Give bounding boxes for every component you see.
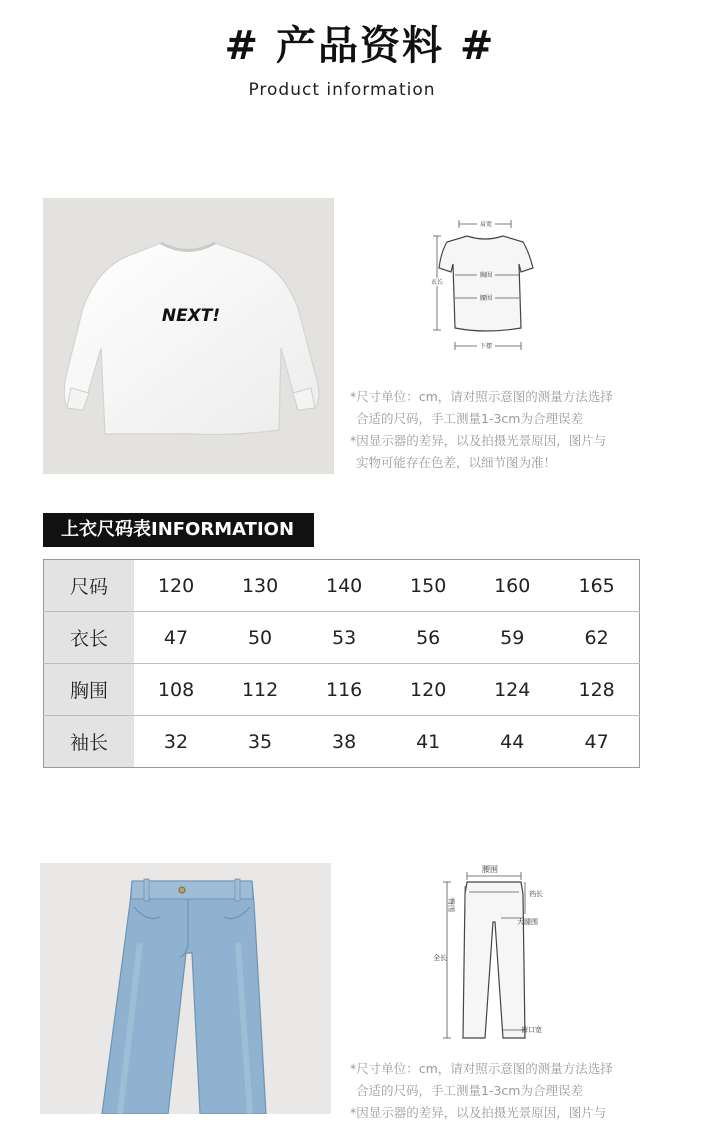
row-label: 胸围 bbox=[44, 664, 135, 716]
diagram-length-label: 衣长 bbox=[430, 279, 444, 286]
diagram-hem-label: 裤口宽 bbox=[521, 1026, 542, 1034]
table-cell: 160 bbox=[470, 560, 554, 612]
pants-size-notes bbox=[350, 1058, 613, 1124]
jeans-image bbox=[40, 863, 331, 1114]
diagram-shoulder-label: 肩宽 bbox=[479, 221, 493, 228]
top-product-photo bbox=[43, 198, 334, 474]
note-line: *尺寸单位：cm，请对照示意图的测量方法选择 bbox=[350, 389, 613, 404]
diagram-hip-label: 臀围 bbox=[447, 898, 455, 912]
table-cell: 59 bbox=[470, 612, 554, 664]
table-cell: 108 bbox=[134, 664, 218, 716]
top-size-diagram bbox=[425, 212, 545, 357]
table-cell: 140 bbox=[302, 560, 386, 612]
table-row bbox=[44, 560, 640, 612]
table-cell: 44 bbox=[470, 716, 554, 768]
diagram-chest-label: 胸围 bbox=[479, 272, 493, 279]
table-cell: 62 bbox=[554, 612, 639, 664]
table-cell: 56 bbox=[386, 612, 470, 664]
diagram-hem-label: 下摆 bbox=[479, 343, 493, 350]
table-row bbox=[44, 612, 640, 664]
pants-product-photo bbox=[40, 863, 331, 1114]
table-cell: 165 bbox=[554, 560, 639, 612]
row-label: 袖长 bbox=[44, 716, 135, 768]
diagram-waist-label: 腰围 bbox=[479, 295, 493, 302]
table-cell: 120 bbox=[386, 664, 470, 716]
diagram-thigh-label: 大腿围 bbox=[517, 918, 538, 926]
diagram-waist-label: 腰围 bbox=[482, 865, 498, 874]
sweatshirt-image bbox=[43, 198, 334, 474]
table-cell: 150 bbox=[386, 560, 470, 612]
page-subtitle: Product information bbox=[248, 80, 436, 100]
note-line: 合适的尺码，手工测量1-3cm为合理误差 bbox=[356, 1083, 583, 1098]
table-cell: 47 bbox=[554, 716, 639, 768]
note-line: 实物可能存在色差，以细节图为准！ bbox=[356, 455, 557, 470]
shirt-print-text: NEXT! bbox=[161, 306, 221, 326]
note-line: 合适的尺码，手工测量1-3cm为合理误差 bbox=[356, 411, 583, 426]
table-cell: 124 bbox=[470, 664, 554, 716]
table-cell: 130 bbox=[218, 560, 302, 612]
table-cell: 50 bbox=[218, 612, 302, 664]
table-cell: 38 bbox=[302, 716, 386, 768]
top-size-notes bbox=[350, 386, 613, 474]
table-cell: 128 bbox=[554, 664, 639, 716]
table-cell: 32 bbox=[134, 716, 218, 768]
table-cell: 116 bbox=[302, 664, 386, 716]
diagram-rise-label: 裆长 bbox=[529, 890, 543, 898]
table-row bbox=[44, 664, 640, 716]
table-cell: 47 bbox=[134, 612, 218, 664]
note-line: *因显示器的差异，以及拍摄光景原因，图片与 bbox=[350, 1105, 607, 1120]
size-chart-table bbox=[43, 559, 640, 768]
page-title: # 产品资料 # bbox=[224, 23, 496, 69]
table-row bbox=[44, 716, 640, 768]
row-label: 衣长 bbox=[44, 612, 135, 664]
table-cell: 35 bbox=[218, 716, 302, 768]
table-cell: 53 bbox=[302, 612, 386, 664]
note-line: *尺寸单位：cm，请对照示意图的测量方法选择 bbox=[350, 1061, 613, 1076]
table-cell: 120 bbox=[134, 560, 218, 612]
table-cell: 112 bbox=[218, 664, 302, 716]
table-cell: 41 bbox=[386, 716, 470, 768]
size-chart-banner: 上衣尺码表INFORMATION bbox=[43, 513, 314, 547]
pants-size-diagram bbox=[425, 862, 560, 1042]
row-label: 尺码 bbox=[44, 560, 135, 612]
note-line: *因显示器的差异，以及拍摄光景原因，图片与 bbox=[350, 433, 607, 448]
diagram-length-label: 全长 bbox=[433, 954, 447, 962]
